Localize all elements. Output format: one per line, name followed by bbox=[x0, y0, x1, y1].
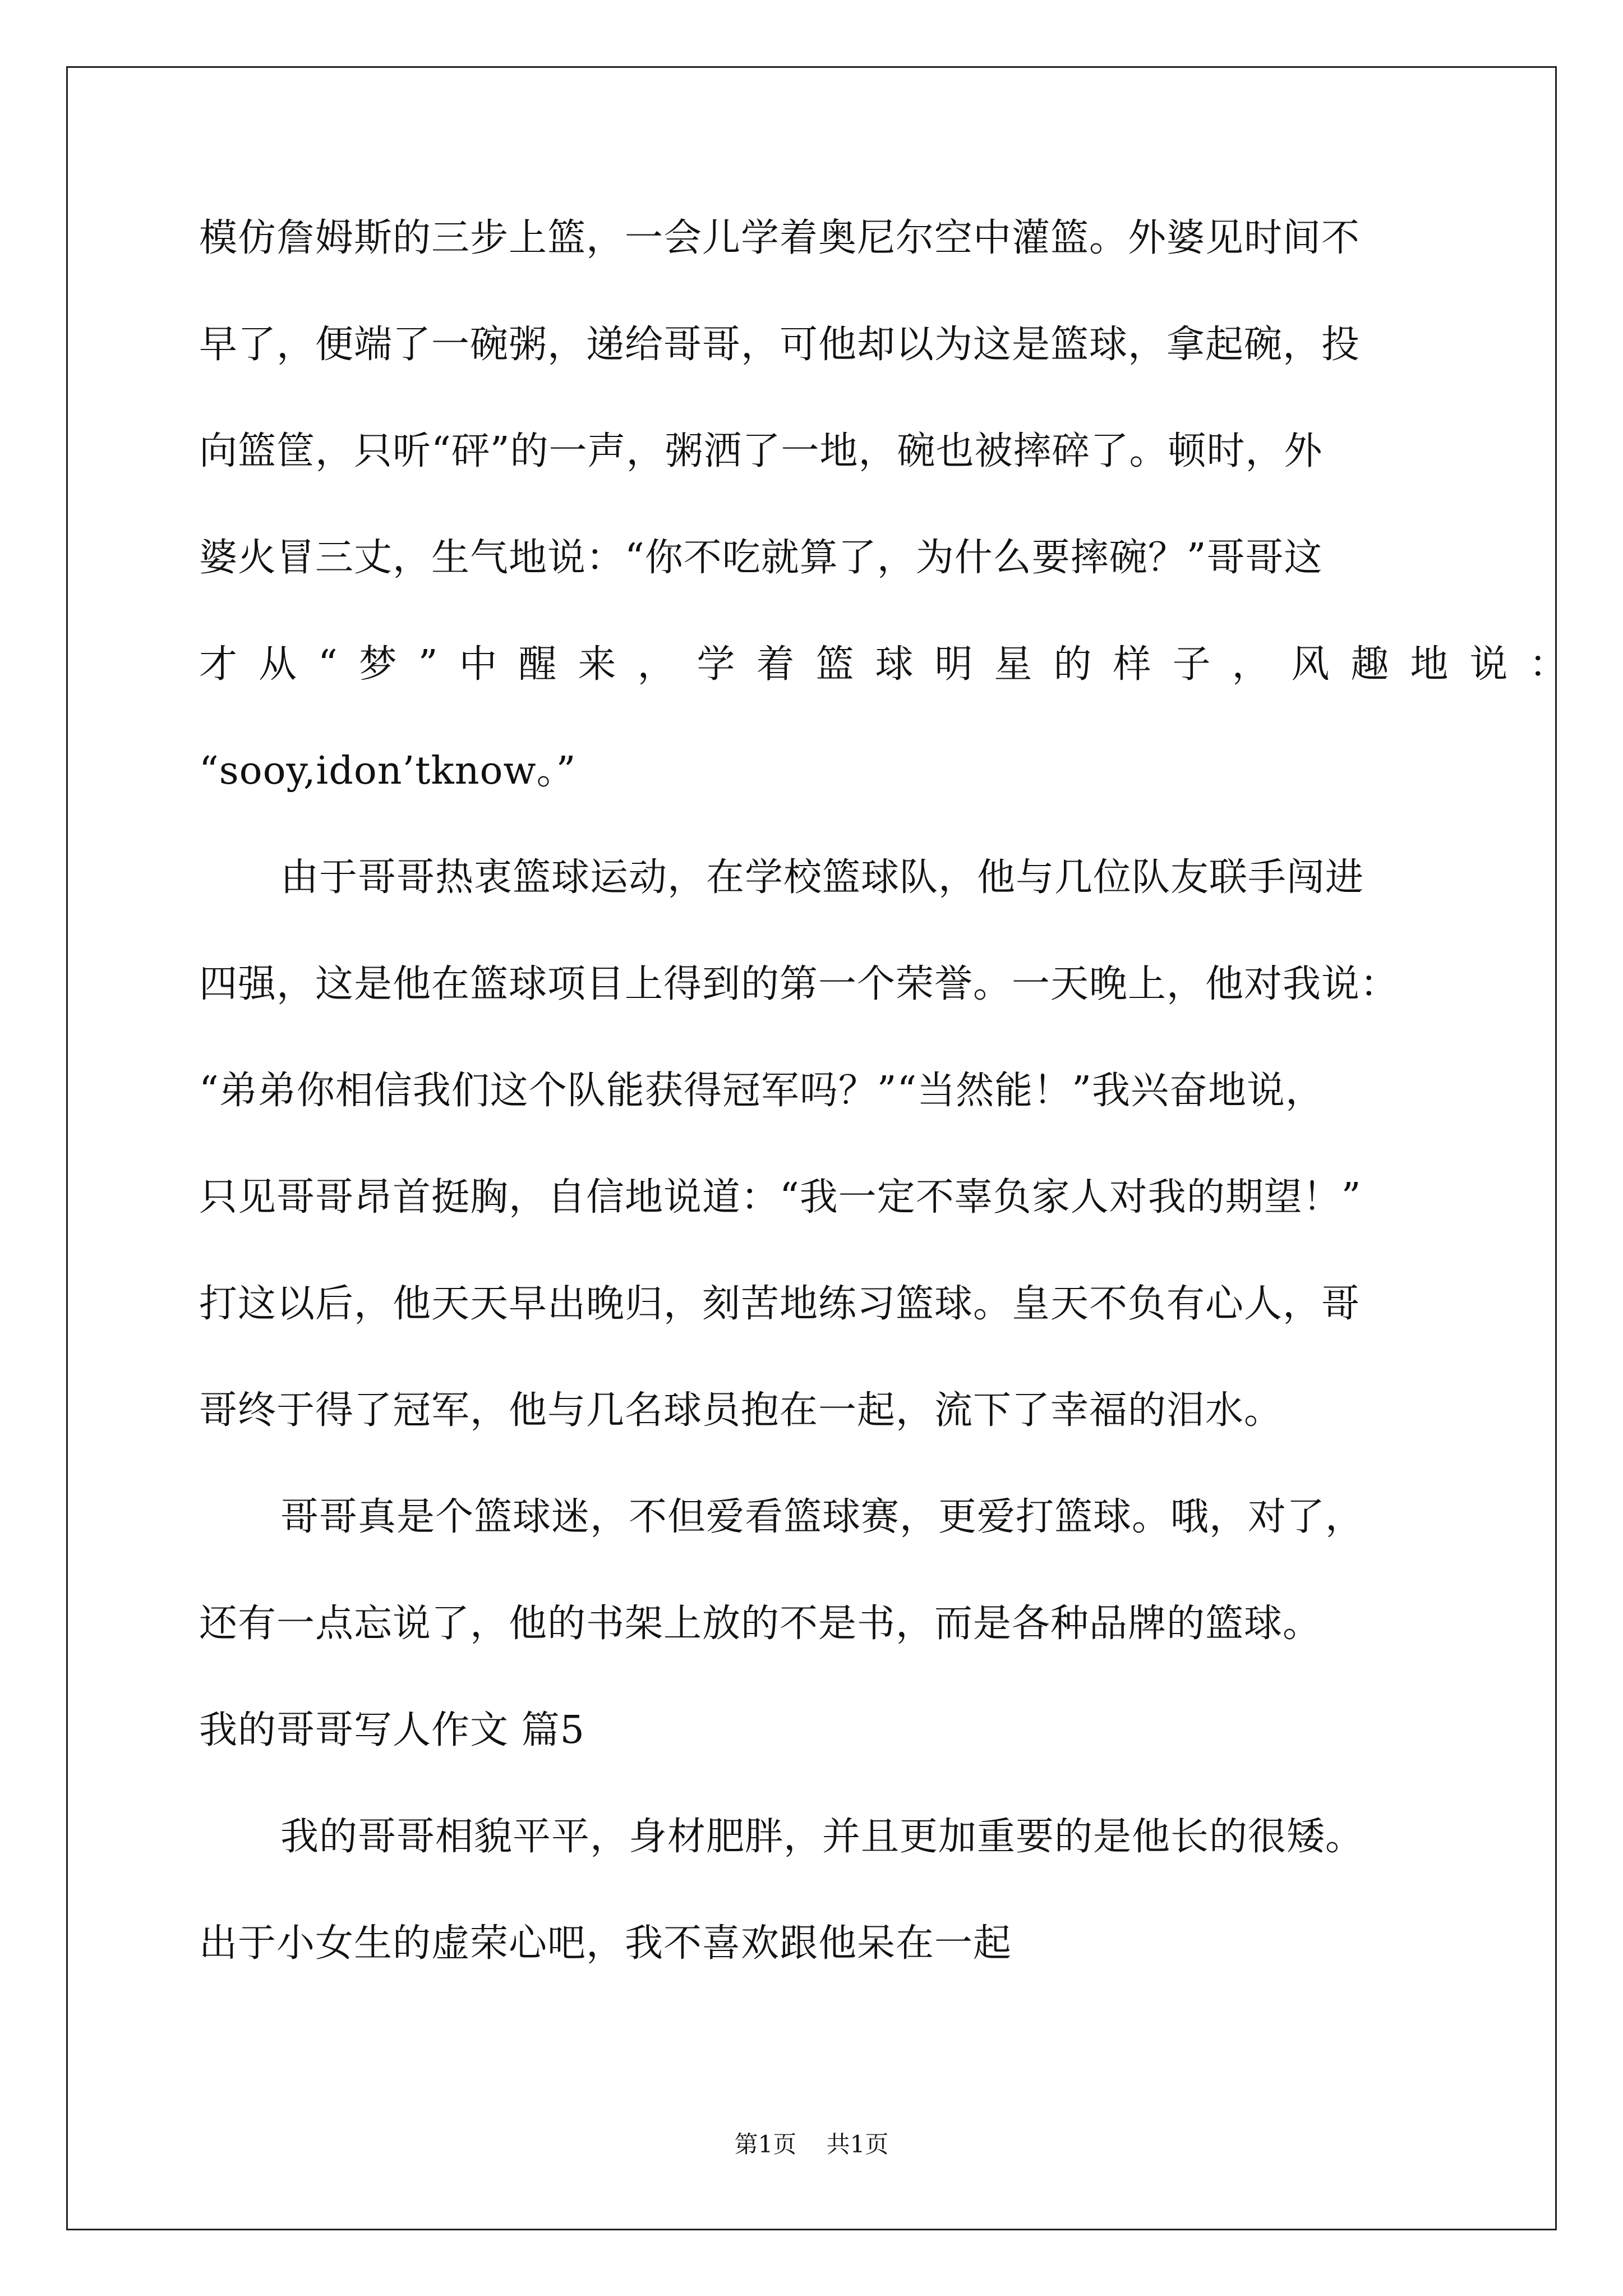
paragraph-first-line: 哥哥真是个篮球迷，不但爱看篮球赛，更爱打篮球。哦，对了， bbox=[280, 1495, 1364, 1539]
text-line: 模仿詹姆斯的三步上篮，一会儿学着奥尼尔空中灌篮。外婆见时间不 bbox=[199, 216, 1361, 260]
text-line: 打这以后，他天天早出晚归，刻苦地练习篮球。皇天不负有心人，哥 bbox=[199, 1282, 1361, 1326]
page-number-total: 共1页 bbox=[826, 2131, 889, 2158]
text-line: 婆火冒三丈，生气地说：“你不吃就算了，为什么要摔碗？”哥哥这 bbox=[199, 536, 1323, 580]
text-line: “sooy,idon’tknow。” bbox=[199, 749, 577, 793]
text-line: 哥终于得了冠军，他与几名球员抱在一起，流下了幸福的泪水。 bbox=[199, 1388, 1283, 1433]
text-line: 出于小女生的虚荣心吧，我不喜欢跟他呆在一起 bbox=[199, 1921, 1012, 1966]
paragraph-first-line: 我的哥哥相貌平平，身材肥胖，并且更加重要的是他长的很矮。 bbox=[280, 1815, 1364, 1859]
text-line: 还有一点忘说了，他的书架上放的不是书，而是各种品牌的篮球。 bbox=[199, 1602, 1322, 1646]
text-line: 才从“梦”中醒来，学着篮球明星的样子，风趣地说： bbox=[199, 642, 1589, 687]
text-line: 只见哥哥昂首挺胸，自信地说道：“我一定不辜负家人对我的期望！” bbox=[199, 1175, 1362, 1220]
text-line: “弟弟你相信我们这个队能获得冠军吗？”“当然能！”我兴奋地说， bbox=[199, 1069, 1325, 1113]
text-line: 四强，这是他在篮球项目上得到的第一个荣誉。一天晚上，他对我说： bbox=[199, 962, 1399, 1006]
section-heading: 我的哥哥写人作文 篇5 bbox=[199, 1708, 585, 1752]
page-number-current: 第1页 bbox=[734, 2131, 797, 2158]
paragraph-first-line: 由于哥哥热衷篮球运动，在学校篮球队，他与几位队友联手闯进 bbox=[280, 855, 1364, 900]
text-line: 向篮筐，只听“砰”的一声，粥洒了一地，碗也被摔碎了。顿时，外 bbox=[199, 429, 1323, 473]
page-footer bbox=[0, 2131, 1623, 2159]
text-line: 早了，便端了一碗粥，递给哥哥，可他却以为这是篮球，拿起碗，投 bbox=[199, 323, 1361, 367]
page-border bbox=[66, 66, 1557, 2230]
